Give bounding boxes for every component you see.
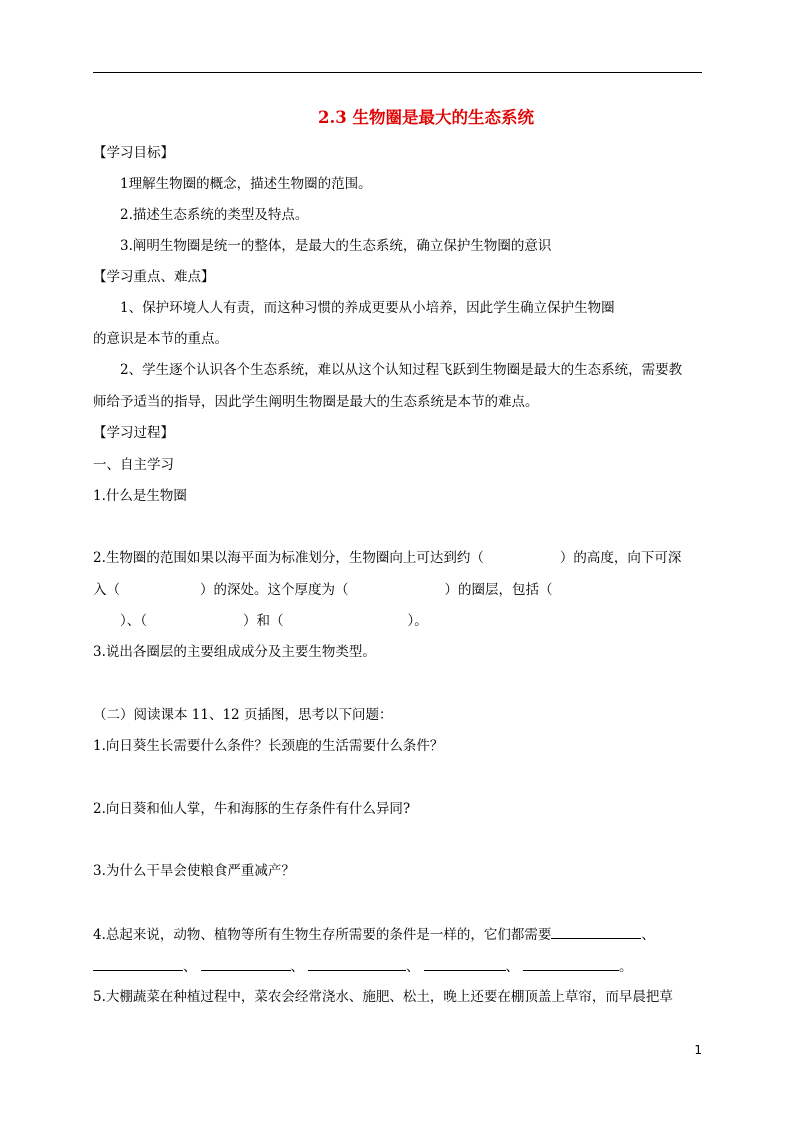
separator: 、 <box>505 959 519 975</box>
question-text <box>93 924 655 945</box>
section-heading-objectives: 【学习目标】 <box>93 145 174 161</box>
question-text-segment: 4.总起来说，动物、植物等所有生物生存所需要的条件是一样的，它们都需要 <box>93 927 552 943</box>
question-text: 2.向日葵和仙人掌，牛和海豚的生存条件有什么异同? <box>93 801 411 817</box>
fill-blank[interactable] <box>551 924 641 939</box>
key-point-text: 师给予适当的指导，因此学生阐明生物圈是最大的生态系统是本节的难点。 <box>93 394 539 410</box>
question-text-segment: ）的高度，向下可深 <box>559 550 682 566</box>
key-point-text: 2、学生逐个认识各个生态系统，难以从这个认知过程飞跃到生物圈是最大的生态系统，需要教 <box>120 362 683 378</box>
part-heading: （二）阅读课本 11、12 页插图，思考以下问题： <box>93 707 393 723</box>
fill-blank[interactable] <box>424 956 506 971</box>
objective-item: 2.描述生态系统的类型及特点。 <box>120 207 309 223</box>
question-text-segment: ）的圈层，包括（ <box>444 582 553 598</box>
question-text <box>93 548 681 568</box>
header-rule <box>93 72 702 73</box>
fill-blank[interactable] <box>201 956 291 971</box>
question-text: 1.向日葵生长需要什么条件？长颈鹿的生活需要什么条件？ <box>93 738 444 754</box>
question-text <box>120 611 428 631</box>
page-title: 2.3 生物圈是最大的生态系统 <box>318 108 534 127</box>
question-text: 1.什么是生物圈 <box>93 488 187 504</box>
objective-item: 3.阐明生物圈是统一的整体，是最大的生态系统，确立保护生物圈的意识 <box>120 238 552 254</box>
question-text <box>93 580 553 600</box>
question-text-segment: ）的深处。这个厚度为（ <box>200 582 349 598</box>
page-number: 1 <box>694 1043 702 1057</box>
section-heading-key-points: 【学习重点、难点】 <box>93 269 215 285</box>
question-text-segment: 2.生物圈的范围如果以海平面为标准划分，生物圈向上可达到约（ <box>93 550 484 566</box>
question-text-segment: ）。 <box>407 613 428 629</box>
question-text: 3.为什么干旱会使粮食严重减产？ <box>93 863 295 879</box>
fill-blank[interactable] <box>93 956 183 971</box>
question-text-segment: ）和（ <box>243 613 284 629</box>
separator: 、 <box>406 959 420 975</box>
fill-blank[interactable] <box>308 956 406 971</box>
fill-blank[interactable] <box>523 956 619 971</box>
period: 。 <box>619 959 633 975</box>
question-text: 5.大棚蔬菜在种植过程中，菜农会经常浇水、施肥、松土，晚上还要在棚顶盖上草帘，而早晨把草 <box>93 989 673 1005</box>
question-text-segment: ）、（ <box>120 613 147 629</box>
section-heading-process: 【学习过程】 <box>93 425 174 441</box>
question-text <box>93 956 633 977</box>
key-point-text: 的意识是本节的重点。 <box>93 331 228 347</box>
key-point-text: 1、保护环境人人有责，而这种习惯的养成更要从小培养，因此学生确立保护生物圈 <box>120 300 615 316</box>
question-text: 3.说出各圈层的主要组成成分及主要生物类型。 <box>93 644 376 660</box>
objective-item: 1理解生物圈的概念，描述生物圈的范围。 <box>120 176 372 192</box>
separator: 、 <box>183 959 197 975</box>
part-heading: 一、自主学习 <box>93 457 174 473</box>
separator: 、 <box>290 959 304 975</box>
question-text-segment: 入（ <box>93 582 120 598</box>
separator: 、 <box>641 927 655 943</box>
